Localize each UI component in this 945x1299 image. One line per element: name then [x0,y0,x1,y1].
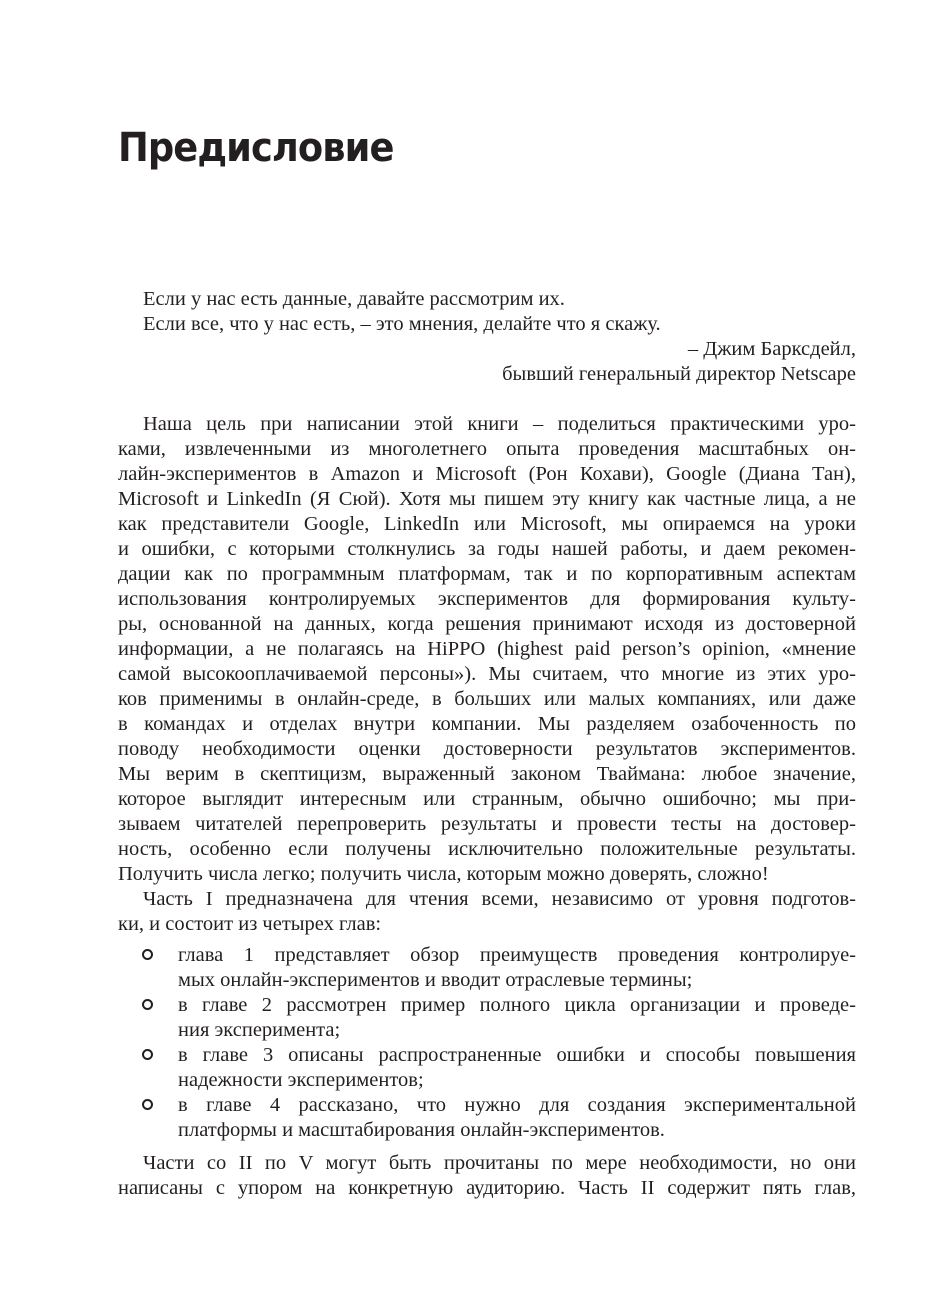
list-item-text: платформы и масштабирования онлайн-экспериментов. [178,1119,665,1141]
circle-bullet-icon [142,1049,153,1060]
text-line: Microsoft и LinkedIn (Я Сюй). Хотя мы пишем эту книгу как частные лица, а не [118,488,856,510]
text-line: Наша цель при написании этой книги – поделиться практическими уро- [143,413,856,435]
epigraph-line: Если у нас есть данные, давайте рассмотрим их. [143,288,565,310]
list-item-text: ния эксперимента; [178,1019,341,1041]
text-line: дации как по программным платформам, так и по корпоративным аспектам [118,563,856,585]
circle-bullet-icon [142,949,153,960]
text-line: Часть I предназначена для чтения всеми, независимо от уровня подготов- [143,888,856,910]
list-item-text: в главе 2 рассмотрен пример полного цикла организации и проведе- [178,994,856,1016]
circle-bullet-icon [142,1099,153,1110]
text-line: информации, а не полагаясь на HiPPO (highest paid person’s opinion, «мнение [118,638,856,660]
text-line: как представители Google, LinkedIn или Microsoft, мы опираемся на уроки [118,513,856,535]
text-line: лайн-экспериментов в Amazon и Microsoft (Рон Кохави), Google (Диана Тан), [118,463,856,485]
epigraph-line: Если все, что у нас есть, – это мнения, делайте что я скажу. [143,313,661,335]
list-item-text: глава 1 представляет обзор преимуществ проведения контролируе- [178,944,856,966]
text-line: ков применимы в онлайн-среде, в больших или малых компаниях, или даже [118,688,856,710]
text-line: ками, извлеченными из многолетнего опыта проведения масштабных он- [118,438,856,460]
text-line: Части со II по V могут быть прочитаны по мере необходимости, но они [143,1152,856,1174]
text-line: поводу необходимости оценки достоверности результатов экспериментов. [118,738,856,760]
list-item-text: надежности экспериментов; [178,1069,424,1091]
list-item-text: в главе 3 описаны распространенные ошибки и способы повышения [178,1044,856,1066]
text-line: использования контролируемых экспериментов для формирования культу- [118,588,856,610]
page-title: Предисловие [118,125,394,171]
text-line: которое выглядит интересным или странным, обычно ошибочно; мы при- [118,788,856,810]
list-item-text: мых онлайн-экспериментов и вводит отраслевые термины; [178,969,693,991]
text-line: ки, и состоит из четырех глав: [118,913,382,935]
text-line: написаны с упором на конкретную аудиторию. Часть II содержит пять глав, [118,1177,856,1199]
epigraph-author: – Джим Барксдейл, [687,338,856,360]
text-line: и ошибки, с которыми столкнулись за годы нашей работы, и даем рекомен- [118,538,856,560]
text-line: Получить числа легко; получить числа, которым можно доверять, сложно! [118,863,769,885]
text-line: ность, особенно если получены исключительно положительные результаты. [118,838,856,860]
text-line: самой высокооплачиваемой персоны»). Мы считаем, что многие из этих уро- [118,663,856,685]
circle-bullet-icon [142,999,153,1010]
text-line: ры, основанной на данных, когда решения принимают исходя из достоверной [118,613,856,635]
list-item-text: в главе 4 рассказано, что нужно для создания экспериментальной [178,1094,856,1116]
text-line: Мы верим в скептицизм, выраженный законом Твaймана: любое значение, [118,763,856,785]
text-line: зываем читателей перепроверить результаты и провести тесты на достовер- [118,813,856,835]
text-line: в командах и отделах внутри компании. Мы разделяем озабоченность по [118,713,856,735]
epigraph-author-role: бывший генеральный директор Netscape [502,363,856,385]
